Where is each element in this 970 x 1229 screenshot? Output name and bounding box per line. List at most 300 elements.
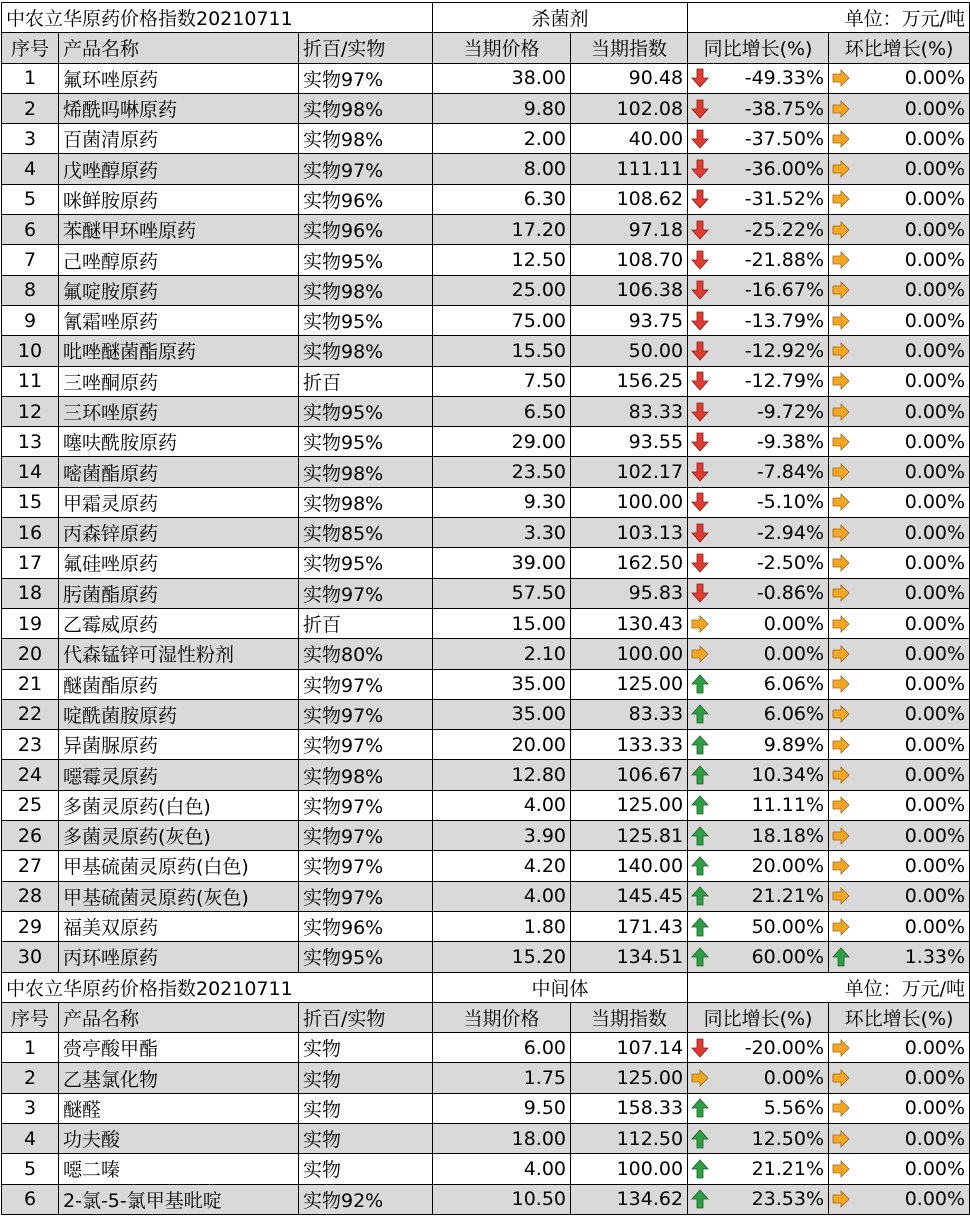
mom-value: 0.00%: [904, 1157, 966, 1180]
table-row: [2, 942, 970, 972]
mom-value: 0.00%: [904, 794, 966, 817]
table-row: [2, 457, 970, 487]
product-name: 乙基氯化物: [59, 1063, 299, 1093]
arrow-down-icon: [691, 583, 709, 603]
arrow-right-icon: [832, 1068, 850, 1088]
mom-cell: [829, 154, 970, 184]
mom-cell: [829, 487, 970, 517]
arrow-up-icon: [691, 674, 709, 694]
row-number: 21: [2, 669, 59, 699]
column-header: 序号: [2, 33, 59, 63]
row-number: 30: [2, 942, 59, 972]
mom-value: 0.00%: [904, 733, 966, 756]
current-index: 125.00: [571, 669, 688, 699]
mom-value: 0.00%: [904, 218, 966, 241]
price-index-table: [1, 2, 970, 1215]
yoy-value: 10.34%: [751, 764, 825, 787]
current-index: 106.38: [571, 275, 688, 305]
product-spec: 实物98%: [299, 336, 433, 366]
arrow-down-icon: [691, 1038, 709, 1058]
arrow-up-icon: [691, 704, 709, 724]
table-row: [2, 669, 970, 699]
yoy-value: 0.00%: [763, 642, 825, 665]
row-number: 20: [2, 639, 59, 669]
current-price: 9.30: [433, 487, 571, 517]
product-spec: 实物98%: [299, 487, 433, 517]
section-title: 中农立华原药价格指数20210711: [2, 3, 433, 33]
current-index: 83.33: [571, 699, 688, 729]
arrow-right-icon: [832, 341, 850, 361]
mom-cell: [829, 942, 970, 972]
current-index: 134.51: [571, 942, 688, 972]
arrow-up-icon: [691, 886, 709, 906]
current-price: 3.90: [433, 821, 571, 851]
arrow-right-icon: [832, 735, 850, 755]
row-number: 28: [2, 881, 59, 911]
arrow-down-icon: [691, 523, 709, 543]
mom-value: 0.00%: [904, 1127, 966, 1150]
current-price: 6.00: [433, 1033, 571, 1063]
product-name: 烯酰吗啉原药: [59, 93, 299, 123]
arrow-right-icon: [832, 432, 850, 452]
mom-value: 0.00%: [904, 612, 966, 635]
row-number: 1: [2, 1033, 59, 1063]
row-number: 4: [2, 154, 59, 184]
arrow-up-icon: [691, 735, 709, 755]
product-spec: 实物92%: [299, 1184, 433, 1214]
arrow-down-icon: [691, 220, 709, 240]
current-price: 23.50: [433, 457, 571, 487]
arrow-down-icon: [691, 68, 709, 88]
product-name: 啶酰菌胺原药: [59, 699, 299, 729]
current-price: 9.50: [433, 1093, 571, 1123]
table-row: [2, 1063, 970, 1093]
row-number: 19: [2, 608, 59, 638]
table-row: [2, 305, 970, 335]
product-spec: 实物97%: [299, 578, 433, 608]
yoy-cell: [688, 396, 829, 426]
current-price: 35.00: [433, 699, 571, 729]
yoy-value: -31.52%: [744, 188, 825, 211]
current-index: 97.18: [571, 215, 688, 245]
column-header: 环比增长(%): [829, 33, 970, 63]
current-index: 133.33: [571, 730, 688, 760]
current-price: 15.00: [433, 608, 571, 638]
mom-value: 0.00%: [904, 158, 966, 181]
product-name: 氰霜唑原药: [59, 305, 299, 335]
yoy-value: 60.00%: [751, 945, 825, 968]
mom-value: 0.00%: [904, 127, 966, 150]
mom-value: 0.00%: [904, 1067, 966, 1090]
column-header: 产品名称: [59, 33, 299, 63]
mom-value: 0.00%: [904, 370, 966, 393]
mom-value: 0.00%: [904, 339, 966, 362]
current-index: 50.00: [571, 336, 688, 366]
row-number: 7: [2, 245, 59, 275]
column-header: 序号: [2, 1002, 59, 1032]
yoy-value: -7.84%: [756, 461, 825, 484]
product-name: 氟环唑原药: [59, 63, 299, 93]
product-name: 赍亭酸甲酯: [59, 1033, 299, 1063]
current-index: 130.43: [571, 608, 688, 638]
mom-cell: [829, 93, 970, 123]
table-row: [2, 1093, 970, 1123]
yoy-cell: [688, 1123, 829, 1153]
current-index: 108.62: [571, 184, 688, 214]
product-spec: 实物95%: [299, 427, 433, 457]
current-index: 100.00: [571, 487, 688, 517]
arrow-right-icon: [832, 523, 850, 543]
mom-cell: [829, 608, 970, 638]
mom-value: 0.00%: [904, 279, 966, 302]
yoy-value: 23.53%: [751, 1188, 825, 1211]
row-number: 18: [2, 578, 59, 608]
header-row: [2, 33, 970, 63]
row-number: 1: [2, 63, 59, 93]
product-spec: 实物97%: [299, 669, 433, 699]
row-number: 25: [2, 790, 59, 820]
yoy-value: -38.75%: [744, 97, 825, 120]
mom-cell: [829, 881, 970, 911]
yoy-cell: [688, 184, 829, 214]
product-spec: 实物97%: [299, 790, 433, 820]
mom-cell: [829, 1154, 970, 1184]
product-name: 丙森锌原药: [59, 518, 299, 548]
yoy-cell: [688, 1184, 829, 1214]
product-spec: 实物97%: [299, 821, 433, 851]
table-row: [2, 336, 970, 366]
current-index: 112.50: [571, 1123, 688, 1153]
product-name: 三环唑原药: [59, 396, 299, 426]
column-header: 同比增长(%): [688, 1002, 829, 1032]
product-spec: 实物97%: [299, 730, 433, 760]
arrow-up-icon: [691, 1159, 709, 1179]
current-index: 100.00: [571, 1154, 688, 1184]
mom-cell: [829, 1033, 970, 1063]
arrow-up-icon: [691, 1189, 709, 1209]
yoy-cell: [688, 548, 829, 578]
table-row: [2, 487, 970, 517]
row-number: 4: [2, 1123, 59, 1153]
product-name: 福美双原药: [59, 911, 299, 941]
arrow-right-icon: [832, 553, 850, 573]
table-row: [2, 608, 970, 638]
mom-value: 0.00%: [904, 885, 966, 908]
arrow-down-icon: [691, 159, 709, 179]
table-row: [2, 699, 970, 729]
column-header: 折百/实物: [299, 33, 433, 63]
arrow-up-icon: [691, 947, 709, 967]
current-index: 106.67: [571, 760, 688, 790]
current-price: 6.30: [433, 184, 571, 214]
mom-value: 0.00%: [904, 1188, 966, 1211]
product-name: 功夫酸: [59, 1123, 299, 1153]
yoy-cell: [688, 93, 829, 123]
table-row: [2, 1033, 970, 1063]
product-name: 乙霉威原药: [59, 608, 299, 638]
yoy-value: 21.21%: [751, 885, 825, 908]
yoy-cell: [688, 215, 829, 245]
product-name: 噁霉灵原药: [59, 760, 299, 790]
arrow-down-icon: [691, 280, 709, 300]
current-index: 95.83: [571, 578, 688, 608]
arrow-down-icon: [691, 492, 709, 512]
mom-cell: [829, 124, 970, 154]
product-name: 嘧菌酯原药: [59, 457, 299, 487]
column-header: 当期价格: [433, 33, 571, 63]
current-index: 108.70: [571, 245, 688, 275]
product-name: 百菌清原药: [59, 124, 299, 154]
yoy-value: -37.50%: [744, 127, 825, 150]
column-header: 当期价格: [433, 1002, 571, 1032]
mom-cell: [829, 669, 970, 699]
yoy-cell: [688, 457, 829, 487]
product-name: 甲基硫菌灵原药(白色): [59, 851, 299, 881]
mom-value: 0.00%: [904, 1097, 966, 1120]
table-row: [2, 578, 970, 608]
mom-cell: [829, 1123, 970, 1153]
arrow-right-icon: [832, 826, 850, 846]
current-index: 103.13: [571, 518, 688, 548]
current-price: 20.00: [433, 730, 571, 760]
section-title-row: [2, 3, 970, 33]
mom-cell: [829, 911, 970, 941]
arrow-right-icon: [832, 765, 850, 785]
arrow-down-icon: [691, 402, 709, 422]
table-row: [2, 124, 970, 154]
arrow-down-icon: [691, 553, 709, 573]
product-spec: 实物96%: [299, 184, 433, 214]
row-number: 5: [2, 1154, 59, 1184]
product-spec: 实物98%: [299, 93, 433, 123]
product-spec: 实物: [299, 1033, 433, 1063]
product-name: 己唑醇原药: [59, 245, 299, 275]
current-index: 107.14: [571, 1033, 688, 1063]
row-number: 6: [2, 1184, 59, 1214]
row-number: 3: [2, 1093, 59, 1123]
yoy-value: 50.00%: [751, 915, 825, 938]
section-unit: 单位：万元/吨: [688, 972, 970, 1002]
table-row: [2, 1154, 970, 1184]
row-number: 5: [2, 184, 59, 214]
row-number: 23: [2, 730, 59, 760]
product-name: 苯醚甲环唑原药: [59, 215, 299, 245]
yoy-value: -20.00%: [744, 1036, 825, 1059]
mom-cell: [829, 1184, 970, 1214]
yoy-cell: [688, 1154, 829, 1184]
arrow-up-icon: [691, 1129, 709, 1149]
product-spec: 实物: [299, 1123, 433, 1153]
arrow-right-icon: [832, 1038, 850, 1058]
arrow-right-icon: [832, 583, 850, 603]
arrow-right-icon: [832, 159, 850, 179]
arrow-down-icon: [691, 311, 709, 331]
product-name: 噻呋酰胺原药: [59, 427, 299, 457]
table-row: [2, 63, 970, 93]
yoy-value: -12.79%: [744, 370, 825, 393]
yoy-value: 21.21%: [751, 1157, 825, 1180]
product-name: 多菌灵原药(灰色): [59, 821, 299, 851]
current-price: 2.10: [433, 639, 571, 669]
product-name: 丙环唑原药: [59, 942, 299, 972]
arrow-right-icon: [832, 371, 850, 391]
mom-value: 1.33%: [904, 945, 966, 968]
product-name: 甲霜灵原药: [59, 487, 299, 517]
table-row: [2, 184, 970, 214]
mom-value: 0.00%: [904, 824, 966, 847]
yoy-cell: [688, 154, 829, 184]
table-row: [2, 427, 970, 457]
header-row: [2, 1002, 970, 1032]
mom-cell: [829, 578, 970, 608]
mom-value: 0.00%: [904, 188, 966, 211]
yoy-value: 6.06%: [763, 703, 825, 726]
current-index: 93.75: [571, 305, 688, 335]
current-index: 140.00: [571, 851, 688, 881]
mom-cell: [829, 730, 970, 760]
row-number: 8: [2, 275, 59, 305]
arrow-down-icon: [691, 341, 709, 361]
mom-value: 0.00%: [904, 430, 966, 453]
yoy-value: 11.11%: [751, 794, 825, 817]
column-header: 产品名称: [59, 1002, 299, 1032]
section-category: 中间体: [433, 972, 688, 1002]
mom-value: 0.00%: [904, 400, 966, 423]
column-header: 折百/实物: [299, 1002, 433, 1032]
current-index: 125.81: [571, 821, 688, 851]
product-spec: 实物: [299, 1093, 433, 1123]
arrow-down-icon: [691, 99, 709, 119]
table-row: [2, 396, 970, 426]
table-row: [2, 760, 970, 790]
yoy-value: 0.00%: [763, 1067, 825, 1090]
arrow-right-icon: [832, 886, 850, 906]
current-price: 18.00: [433, 1123, 571, 1153]
arrow-right-icon: [832, 129, 850, 149]
product-spec: 实物80%: [299, 639, 433, 669]
yoy-cell: [688, 1033, 829, 1063]
table-row: [2, 93, 970, 123]
product-spec: 实物98%: [299, 457, 433, 487]
table-row: [2, 851, 970, 881]
yoy-value: -16.67%: [744, 279, 825, 302]
product-spec: 实物95%: [299, 305, 433, 335]
yoy-cell: [688, 942, 829, 972]
mom-value: 0.00%: [904, 915, 966, 938]
current-index: 162.50: [571, 548, 688, 578]
arrow-right-icon: [832, 492, 850, 512]
table-row: [2, 881, 970, 911]
yoy-cell: [688, 336, 829, 366]
yoy-cell: [688, 790, 829, 820]
mom-cell: [829, 366, 970, 396]
row-number: 6: [2, 215, 59, 245]
yoy-value: -49.33%: [744, 67, 825, 90]
column-header: 环比增长(%): [829, 1002, 970, 1032]
product-name: 咪鲜胺原药: [59, 184, 299, 214]
current-index: 93.55: [571, 427, 688, 457]
arrow-right-icon: [832, 1129, 850, 1149]
row-number: 3: [2, 124, 59, 154]
table-row: [2, 154, 970, 184]
product-name: 氟硅唑原药: [59, 548, 299, 578]
mom-cell: [829, 184, 970, 214]
arrow-up-icon: [691, 826, 709, 846]
product-spec: 实物97%: [299, 63, 433, 93]
arrow-right-icon: [832, 644, 850, 664]
current-index: 145.45: [571, 881, 688, 911]
mom-value: 0.00%: [904, 703, 966, 726]
yoy-value: -2.94%: [756, 521, 825, 544]
mom-cell: [829, 821, 970, 851]
product-spec: 实物96%: [299, 215, 433, 245]
current-index: 100.00: [571, 639, 688, 669]
yoy-value: 12.50%: [751, 1127, 825, 1150]
product-name: 醚醛: [59, 1093, 299, 1123]
product-spec: 实物97%: [299, 154, 433, 184]
yoy-value: 18.18%: [751, 824, 825, 847]
table-row: [2, 1184, 970, 1214]
arrow-right-icon: [832, 280, 850, 300]
product-spec: 实物95%: [299, 396, 433, 426]
table-row: [2, 911, 970, 941]
product-name: 戊唑醇原药: [59, 154, 299, 184]
yoy-value: -12.92%: [744, 339, 825, 362]
product-name: 氟啶胺原药: [59, 275, 299, 305]
current-index: 40.00: [571, 124, 688, 154]
mom-cell: [829, 790, 970, 820]
row-number: 9: [2, 305, 59, 335]
arrow-right-icon: [832, 856, 850, 876]
yoy-cell: [688, 639, 829, 669]
current-price: 9.80: [433, 93, 571, 123]
current-price: 7.50: [433, 366, 571, 396]
current-price: 4.20: [433, 851, 571, 881]
yoy-value: -5.10%: [756, 491, 825, 514]
yoy-cell: [688, 366, 829, 396]
row-number: 27: [2, 851, 59, 881]
current-index: 102.08: [571, 93, 688, 123]
table-row: [2, 366, 970, 396]
yoy-value: 6.06%: [763, 673, 825, 696]
product-name: 吡唑醚菌酯原药: [59, 336, 299, 366]
arrow-right-icon: [832, 250, 850, 270]
mom-cell: [829, 63, 970, 93]
product-spec: 实物: [299, 1063, 433, 1093]
current-price: 4.00: [433, 881, 571, 911]
product-name: 噁二嗪: [59, 1154, 299, 1184]
table-row: [2, 821, 970, 851]
row-number: 17: [2, 548, 59, 578]
yoy-value: 0.00%: [763, 612, 825, 635]
arrow-right-icon: [832, 311, 850, 331]
arrow-up-icon: [832, 947, 850, 967]
arrow-down-icon: [691, 462, 709, 482]
yoy-cell: [688, 63, 829, 93]
yoy-cell: [688, 608, 829, 638]
yoy-cell: [688, 275, 829, 305]
table-row: [2, 639, 970, 669]
arrow-right-icon: [832, 189, 850, 209]
yoy-value: -2.50%: [756, 551, 825, 574]
row-number: 2: [2, 93, 59, 123]
mom-value: 0.00%: [904, 551, 966, 574]
yoy-cell: [688, 881, 829, 911]
yoy-cell: [688, 669, 829, 699]
column-header: 同比增长(%): [688, 33, 829, 63]
yoy-value: -36.00%: [744, 158, 825, 181]
yoy-value: -21.88%: [744, 249, 825, 272]
